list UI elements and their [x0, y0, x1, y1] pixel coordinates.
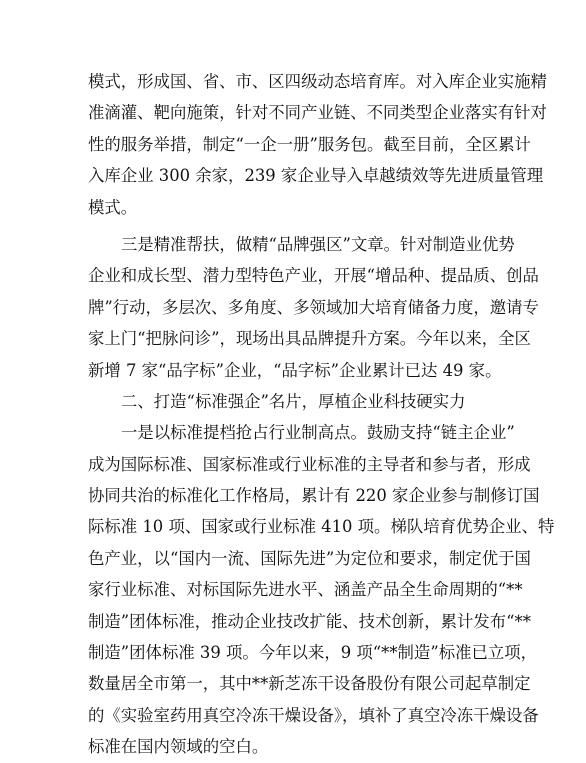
text-line: 性的服务举措，制定“一企一册”服务包。截至目前，全区累计 — [88, 134, 531, 154]
section-heading — [88, 386, 500, 417]
text-line: 的《实验室药用真空冷冻干燥设备》，填补了真空冷冻干燥设备 — [88, 705, 539, 725]
document-page — [88, 66, 555, 763]
paragraph-1 — [88, 66, 547, 223]
text-line: 数量居全市第一，其中**新芝冻干设备股份有限公司起草制定 — [88, 674, 531, 694]
text-line: 制造”团体标准 39 项。今年以来，9 项“**制造”标准已立项， — [88, 643, 538, 663]
text-line: 牌”行动，多层次、多角度、多领域加大培育储备力度，邀请专 — [88, 297, 539, 317]
text-line: 家行业标准、对标国际先进水平、涵盖产品全生命周期的“** — [88, 580, 523, 600]
text-line: 准滴灌、靶向施策，针对不同产业链、不同类型企业落实有针对 — [88, 103, 547, 123]
heading-line: 二、打造“标准强企”名片，厚植企业科技硬实力 — [121, 391, 466, 411]
text-line: 标准在国内领域的空白。 — [88, 737, 269, 757]
text-line: 成为国际标准、国家标准或行业标准的主导者和参与者，形成 — [88, 454, 531, 474]
paragraph-2 — [88, 229, 539, 386]
text-line: 一是以标准提档抢占行业制高点。鼓励支持“链主企业” — [121, 423, 515, 443]
text-line: 色产业，以“国内一流、国际先进”为定位和要求，制定优于国 — [88, 548, 531, 568]
text-line: 家上门“把脉问诊”，现场出具品牌提升方案。今年以来，全区 — [88, 329, 531, 349]
text-line: 新增 7 家“品字标”企业，“品字标”企业累计已达 49 家。 — [88, 360, 502, 380]
text-line: 模式。 — [88, 197, 138, 217]
text-line: 企业和成长型、潜力型特色产业，开展“增品种、提品质、创品 — [88, 266, 539, 286]
text-line: 制造”团体标准，推动企业技改扩能、技术创新，累计发布“** — [88, 611, 531, 631]
text-line: 协同共治的标准化工作格局，累计有 220 家企业参与制修订国 — [88, 486, 540, 506]
text-line: 模式，形成国、省、市、区四级动态培育库。对入库企业实施精 — [88, 72, 547, 91]
text-line: 入库企业 300 余家，239 家企业导入卓越绩效等先进质量管理 — [88, 166, 544, 186]
text-line: 际标准 10 项、国家或行业标准 410 项。梯队培育优势企业、特 — [88, 517, 555, 537]
text-line: 三是精准帮扶，做精“品牌强区”文章。针对制造业优势 — [121, 234, 515, 254]
paragraph-3 — [88, 417, 555, 762]
